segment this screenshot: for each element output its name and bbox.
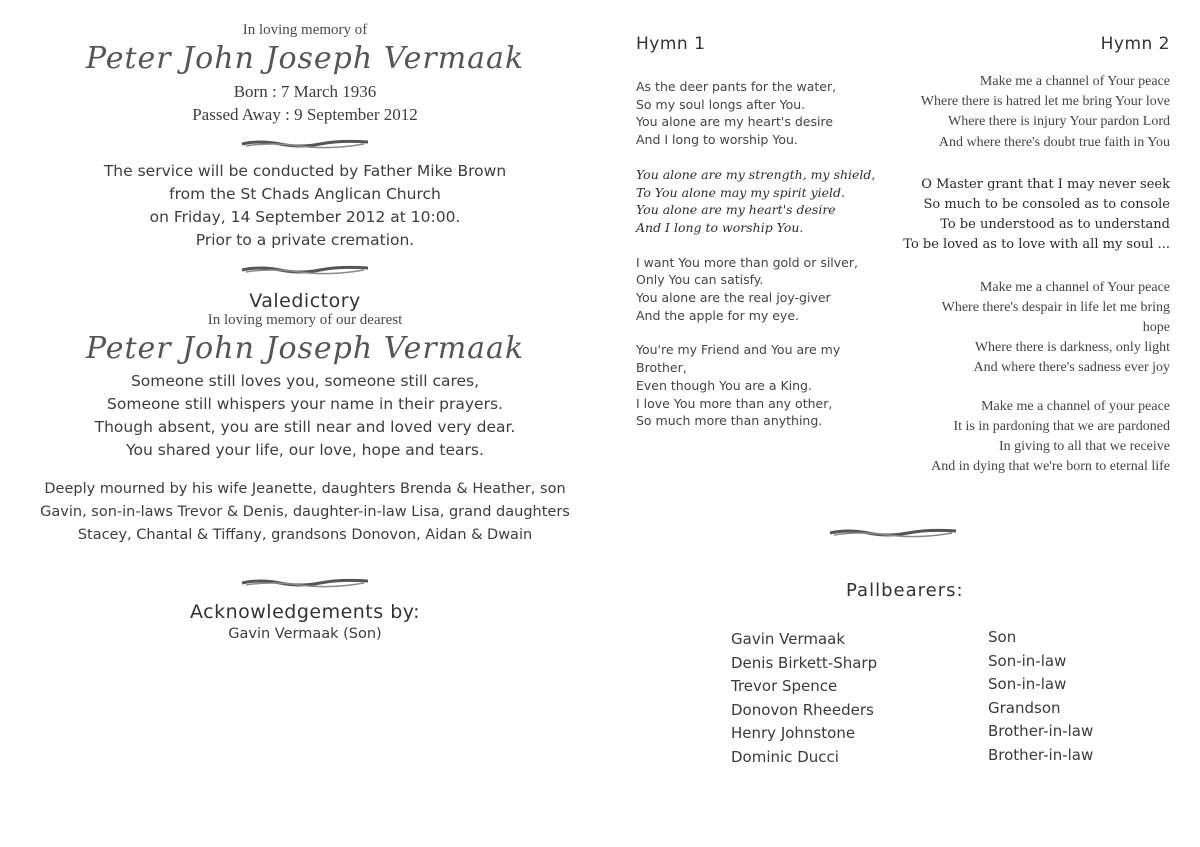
service-line: The service will be conducted by Father Mike Brown [103,162,507,180]
hymn1-stanza [636,254,896,325]
poem-line: Though absent, you are still near and loved very dear. [94,418,516,436]
lyric-line: I want You more than gold or silver, [636,254,858,270]
lyric-line: You're my Friend and You are my [636,342,841,358]
service-details [40,160,570,252]
hymn2-stanza [870,278,1170,379]
pallbearer-name: Dominic Ducci [731,747,839,766]
valedictory-name: Peter John Joseph Vermaak [85,331,525,366]
poem-line: Someone still whispers your name in their prayers. [107,395,503,413]
hymn2-title: Hymn 2 [1100,34,1170,54]
lyric-line: And the apple for my eye. [636,307,799,323]
poem-line: Someone still loves you, someone still cares, [130,372,480,390]
pallbearer-name: Henry Johnstone [731,724,856,742]
hymn1-stanza [636,78,896,149]
lyric-line: Even though You are a King. [636,377,812,393]
hymn1-chorus [636,166,896,237]
pallbearer-name: Gavin Vermaak [731,630,846,648]
pallbearer-relation: Son-in-law [988,675,1067,693]
mourned-line: Gavin, son-in-laws Trevor & Denis, daughter-in-law Lisa, grand daughters [40,504,570,520]
pallbearer-relation: Grandson [988,698,1061,717]
hymn2-stanza [870,72,1170,153]
passed-date: Passed Away : 9 September 2012 [192,105,418,124]
brush-stroke-divider-icon [828,525,958,539]
mourned-line: Stacey, Chantal & Tiffany, grandsons Donovon, Aidan & Dwain [77,527,533,543]
deceased-name: Peter John Joseph Vermaak [85,41,525,76]
valedictory-intro: In loving memory of our dearest [207,312,403,328]
lyric-line: So my soul longs after You. [636,96,806,112]
lyric-line: hope [1142,320,1170,336]
lyric-line: Make me a channel of Your peace [979,74,1170,89]
left-column [40,22,570,646]
pallbearer-relation: Son-in-law [988,651,1067,670]
lyric-line: In giving to all that we receive [998,439,1170,455]
pallbearers-title: Pallbearers: [846,580,964,601]
service-line: on Friday, 14 September 2012 at 10:00. [149,208,461,226]
hymn1-title: Hymn 1 [636,34,706,54]
lyric-line: Where there's despair in life let me bring [941,299,1170,315]
lyric-line: O Master grant that I may never seek [921,176,1170,192]
lyric-line: Make me a channel of your peace [981,398,1170,414]
lyric-line: Make me a channel of Your peace [979,279,1170,295]
lyric-line: And where there's sadness ever joy [973,360,1170,376]
acknowledgements-title: Acknowledgements by: [189,601,421,623]
hymn2-stanza [870,397,1170,478]
lyric-line: And where there's doubt true faith in You [938,134,1170,150]
valedictory-title: Valedictory [249,290,361,312]
lyric-line: You alone are my heart's desire [636,114,834,130]
pallbearer-relation: Brother-in-law [988,745,1094,764]
pallbearer-name: Denis Birkett-Sharp [731,653,878,672]
brush-stroke-divider-icon [240,575,370,589]
lyric-line: You alone are my heart's desire [636,202,836,218]
born-date: Born : 7 March 1936 [233,82,377,101]
lyric-line: To be understood as to understand [940,217,1170,233]
lyric-line: Where there is injury Your pardon Lord [947,114,1170,130]
lyric-line: And I long to worship You. [636,132,798,148]
service-line: from the St Chads Anglican Church [169,185,441,203]
hymn2-lyrics [870,72,1170,494]
memory-intro: In loving memory of [242,22,368,38]
lyric-line: Where there is darkness, only light [974,340,1170,356]
lyric-line: I love You more than any other, [636,395,833,411]
lyric-line: And in dying that we're born to eternal life [931,459,1170,475]
hymn2-chorus [870,175,1170,256]
lyric-line: You alone are the real joy-giver [636,290,831,306]
pallbearer-name: Trevor Spence [731,677,838,695]
lyric-line: As the deer pants for the water, [636,79,837,94]
brush-stroke-divider-icon [240,136,370,150]
mourned-line: Deeply mourned by his wife Jeanette, daughters Brenda & Heather, son [44,481,566,497]
lyric-line: It is in pardoning that we are pardoned [953,418,1170,434]
lyric-line: To be loved as to love with all my soul ... [903,237,1170,253]
brush-stroke-divider-icon [240,262,370,276]
lyric-line: Only You can satisfy. [636,272,764,288]
pallbearer-name: Donovon Rheeders [731,700,874,719]
lyric-line: You alone are my strength, my shield, [636,166,876,182]
mourned-by [40,478,570,547]
lyric-line: So much to be consoled as to console [923,197,1170,213]
lyric-line: Where there is hatred let me bring Your love [920,94,1170,110]
hymn1-lyrics [636,78,896,447]
pallbearer-relation: Brother-in-law [988,722,1094,740]
pallbearer-relation: Son [988,628,1017,646]
pallbearer-names [731,628,877,769]
lyric-line: So much more than anything. [636,413,823,429]
service-line: Prior to a private cremation. [195,231,415,249]
pallbearer-relations [988,626,1093,767]
lyric-line: Brother, [636,360,687,376]
hymn1-stanza [636,341,896,430]
lyric-line: And I long to worship You. [636,219,804,235]
lyric-line: To You alone may my spirit yield. [636,184,846,200]
poem-line: You shared your life, our love, hope and tears. [126,441,484,459]
acknowledgements-name: Gavin Vermaak (Son) [228,626,382,642]
poem [40,370,570,462]
